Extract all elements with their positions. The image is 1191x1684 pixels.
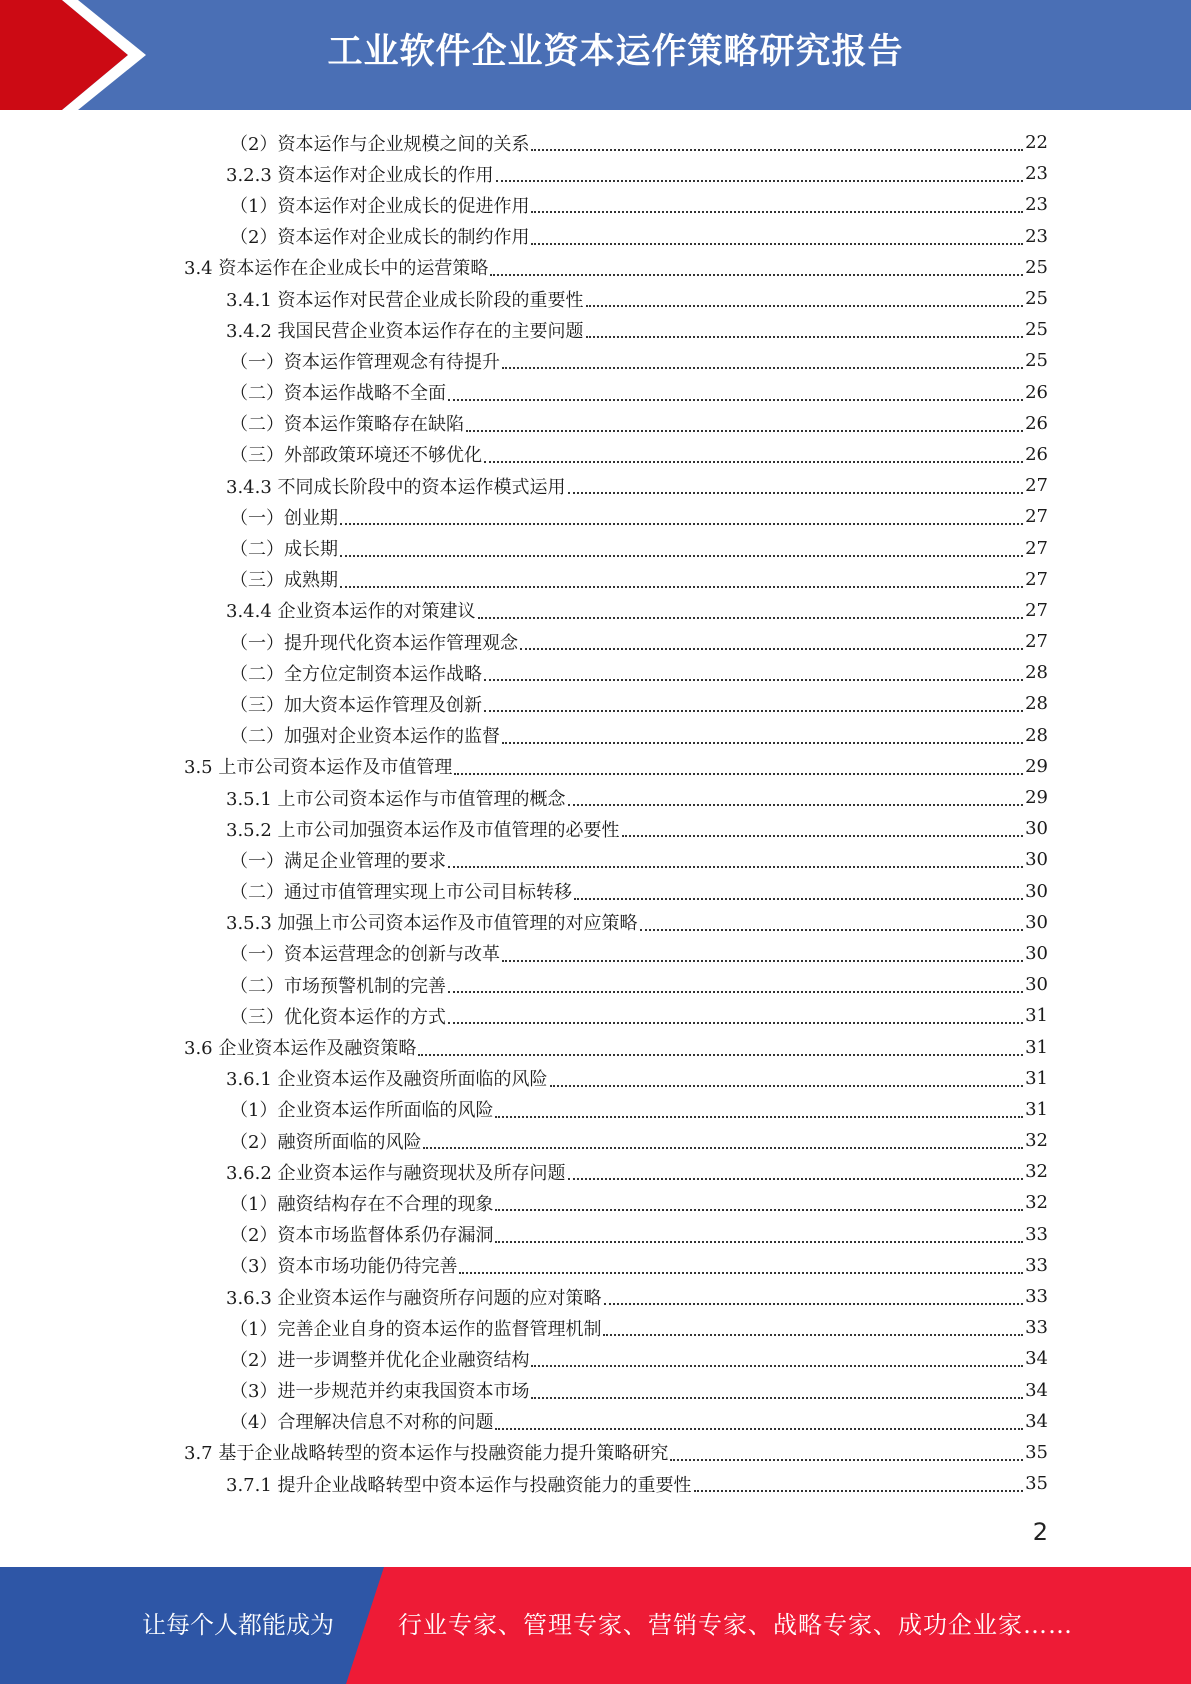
toc-entry-page: 33 — [1025, 1254, 1048, 1276]
toc-entry-page: 27 — [1025, 506, 1048, 528]
toc-dot-leader — [448, 1021, 1023, 1024]
toc-entry[interactable] — [184, 657, 1048, 688]
toc-entry[interactable] — [184, 470, 1048, 501]
toc-entry[interactable] — [184, 377, 1048, 408]
toc-entry-label: 3.7.1 提升企业战略转型中资本运作与投融资能力的重要性 — [226, 1474, 692, 1496]
toc-dot-leader — [454, 772, 1023, 775]
toc-entry[interactable] — [184, 720, 1048, 751]
toc-entry[interactable] — [184, 1031, 1048, 1062]
toc-entry-page: 22 — [1025, 132, 1048, 154]
toc-entry[interactable] — [184, 969, 1048, 1000]
toc-entry[interactable] — [184, 1219, 1048, 1250]
toc-entry-page: 27 — [1025, 599, 1048, 621]
toc-entry-label: （1）融资结构存在不合理的现象 — [230, 1193, 494, 1215]
toc-entry[interactable] — [184, 127, 1048, 158]
toc-entry[interactable] — [184, 1156, 1048, 1187]
toc-entry-label: 3.6.2 企业资本运作与融资现状及所存问题 — [226, 1162, 566, 1184]
toc-dot-leader — [490, 273, 1023, 276]
toc-entry-page: 30 — [1025, 849, 1048, 871]
toc-dot-leader — [495, 1208, 1023, 1211]
toc-dot-leader — [495, 1427, 1023, 1430]
toc-entry-page: 27 — [1025, 568, 1048, 590]
toc-entry-label: （一）满足企业管理的要求 — [230, 850, 446, 872]
toc-entry[interactable] — [184, 221, 1048, 252]
toc-entry-page: 31 — [1025, 1098, 1048, 1120]
toc-entry-label: （二）资本运作战略不全面 — [230, 383, 446, 405]
toc-entry[interactable] — [184, 1000, 1048, 1031]
toc-entry-label: （二）市场预警机制的完善 — [230, 975, 446, 997]
toc-dot-leader — [574, 897, 1023, 900]
toc-entry-page: 23 — [1025, 194, 1048, 216]
toc-dot-leader — [478, 616, 1024, 619]
toc-dot-leader — [340, 522, 1023, 525]
toc-entry-label: （二）成长期 — [230, 539, 338, 561]
toc-dot-leader — [466, 429, 1023, 432]
toc-entry[interactable] — [184, 408, 1048, 439]
report-title: 工业软件企业资本运作策略研究报告 — [327, 32, 904, 72]
toc-entry-page: 30 — [1025, 974, 1048, 996]
toc-entry-label: （3）资本市场功能仍待完善 — [230, 1256, 458, 1278]
toc-entry-label: 3.4.4 企业资本运作的对策建议 — [226, 601, 476, 623]
toc-entry[interactable] — [184, 564, 1048, 595]
toc-entry-label: （2）融资所面临的风险 — [230, 1131, 422, 1153]
toc-entry[interactable] — [184, 189, 1048, 220]
toc-entry-page: 26 — [1025, 381, 1048, 403]
toc-entry-page: 29 — [1025, 755, 1048, 777]
toc-entry-label: （三）外部政策环境还不够优化 — [230, 445, 482, 467]
toc-entry-page: 33 — [1025, 1286, 1048, 1308]
toc-entry-page: 34 — [1025, 1348, 1048, 1370]
toc-entry-label: 3.5.3 加强上市公司资本运作及市值管理的对应策略 — [226, 913, 638, 935]
toc-entry-label: （3）进一步规范并约束我国资本市场 — [230, 1381, 530, 1403]
toc-entry-page: 27 — [1025, 475, 1048, 497]
toc-entry-label: （二）全方位定制资本运作战略 — [230, 663, 482, 685]
toc-entry-label: （2）资本市场监督体系仍存漏洞 — [230, 1225, 494, 1247]
toc-dot-leader — [568, 1177, 1024, 1180]
toc-entry-label: 3.4.3 不同成长阶段中的资本运作模式运用 — [226, 476, 566, 498]
toc-entry-label: 3.5 上市公司资本运作及市值管理 — [184, 757, 453, 779]
toc-dot-leader — [531, 1396, 1023, 1399]
toc-entry-label: 3.6 企业资本运作及融资策略 — [184, 1038, 417, 1060]
toc-entry-page: 23 — [1025, 225, 1048, 247]
toc-entry[interactable] — [184, 938, 1048, 969]
toc-entry-label: （4）合理解决信息不对称的问题 — [230, 1412, 494, 1434]
toc-dot-leader — [448, 398, 1023, 401]
toc-entry-page: 30 — [1025, 818, 1048, 840]
toc-dot-leader — [448, 990, 1023, 993]
table-of-contents — [184, 127, 1048, 1499]
toc-entry[interactable] — [184, 439, 1048, 470]
toc-dot-leader — [484, 678, 1023, 681]
footer-slogan-right: 行业专家、管理专家、营销专家、战略专家、成功企业家…… — [398, 1611, 1073, 1639]
toc-entry[interactable] — [184, 314, 1048, 345]
page-footer — [0, 1567, 1191, 1684]
toc-dot-leader — [568, 491, 1024, 494]
toc-entry[interactable] — [184, 782, 1048, 813]
toc-entry-page: 30 — [1025, 942, 1048, 964]
toc-entry[interactable] — [184, 1343, 1048, 1374]
toc-entry-label: （1）企业资本运作所面临的风险 — [230, 1100, 494, 1122]
toc-entry-page: 25 — [1025, 288, 1048, 310]
toc-dot-leader — [502, 366, 1023, 369]
toc-entry-page: 33 — [1025, 1223, 1048, 1245]
toc-entry[interactable] — [184, 345, 1048, 376]
toc-entry-label: （三）优化资本运作的方式 — [230, 1006, 446, 1028]
page-number: 2 — [1032, 1518, 1048, 1546]
toc-entry-page: 35 — [1025, 1441, 1048, 1463]
toc-entry[interactable] — [184, 252, 1048, 283]
toc-dot-leader — [484, 709, 1023, 712]
toc-dot-leader — [586, 304, 1024, 307]
toc-dot-leader — [531, 210, 1023, 213]
toc-entry[interactable] — [184, 813, 1048, 844]
toc-dot-leader — [531, 242, 1023, 245]
toc-dot-leader — [694, 1489, 1024, 1492]
toc-entry-label: 3.4.2 我国民营企业资本运作存在的主要问题 — [226, 320, 584, 342]
toc-entry-label: （1）资本运作对企业成长的促进作用 — [230, 195, 530, 217]
toc-entry-label: （2）资本运作与企业规模之间的关系 — [230, 133, 530, 155]
toc-entry-page: 29 — [1025, 787, 1048, 809]
toc-entry[interactable] — [184, 501, 1048, 532]
toc-entry-label: （一）创业期 — [230, 507, 338, 529]
toc-entry-page: 34 — [1025, 1379, 1048, 1401]
toc-entry[interactable] — [184, 1187, 1048, 1218]
toc-entry-label: 3.6.1 企业资本运作及融资所面临的风险 — [226, 1069, 548, 1091]
toc-dot-leader — [495, 1240, 1023, 1243]
page-header — [0, 0, 1191, 110]
toc-dot-leader — [340, 585, 1023, 588]
toc-entry[interactable] — [184, 1281, 1048, 1312]
toc-entry[interactable] — [184, 1375, 1048, 1406]
toc-entry-page: 34 — [1025, 1410, 1048, 1432]
toc-dot-leader — [340, 554, 1023, 557]
toc-entry-label: 3.7 基于企业战略转型的资本运作与投融资能力提升策略研究 — [184, 1443, 669, 1465]
toc-entry-page: 32 — [1025, 1130, 1048, 1152]
toc-entry[interactable] — [184, 1406, 1048, 1437]
toc-entry-label: （一）提升现代化资本运作管理观念 — [230, 632, 518, 654]
toc-dot-leader — [550, 1084, 1024, 1087]
toc-entry[interactable] — [184, 876, 1048, 907]
toc-entry-label: 3.6.3 企业资本运作与融资所存问题的应对策略 — [226, 1287, 602, 1309]
footer-slogan-left: 让每个人都能成为 — [142, 1611, 334, 1639]
toc-entry[interactable] — [184, 532, 1048, 563]
toc-entry-page: 25 — [1025, 350, 1048, 372]
toc-entry-page: 30 — [1025, 911, 1048, 933]
toc-entry-label: （二）加强对企业资本运作的监督 — [230, 726, 500, 748]
toc-entry-label: （2）资本运作对企业成长的制约作用 — [230, 227, 530, 249]
toc-dot-leader — [459, 1271, 1023, 1274]
toc-dot-leader — [586, 335, 1024, 338]
toc-dot-leader — [423, 1146, 1023, 1149]
toc-entry-label: （三）加大资本运作管理及创新 — [230, 694, 482, 716]
toc-entry-page: 31 — [1025, 1036, 1048, 1058]
toc-entry[interactable] — [184, 844, 1048, 875]
toc-dot-leader — [448, 865, 1023, 868]
toc-entry-page: 25 — [1025, 256, 1048, 278]
toc-dot-leader — [531, 148, 1023, 151]
toc-dot-leader — [496, 179, 1024, 182]
toc-entry-label: （三）成熟期 — [230, 570, 338, 592]
toc-entry-label: （2）进一步调整并优化企业融资结构 — [230, 1349, 530, 1371]
toc-entry-page: 32 — [1025, 1192, 1048, 1214]
toc-entry-label: （二）资本运作策略存在缺陷 — [230, 414, 464, 436]
toc-dot-leader — [531, 1364, 1023, 1367]
toc-entry[interactable] — [184, 595, 1048, 626]
toc-entry[interactable] — [184, 158, 1048, 189]
toc-dot-leader — [418, 1053, 1023, 1056]
toc-dot-leader — [568, 803, 1024, 806]
toc-entry[interactable] — [184, 1437, 1048, 1468]
toc-entry-page: 27 — [1025, 537, 1048, 559]
toc-entry[interactable] — [184, 1125, 1048, 1156]
toc-entry-label: 3.5.1 上市公司资本运作与市值管理的概念 — [226, 788, 566, 810]
toc-entry-page: 33 — [1025, 1317, 1048, 1339]
toc-entry-label: 3.5.2 上市公司加强资本运作及市值管理的必要性 — [226, 819, 620, 841]
toc-entry-page: 31 — [1025, 1067, 1048, 1089]
toc-entry[interactable] — [184, 688, 1048, 719]
toc-entry-page: 28 — [1025, 693, 1048, 715]
toc-dot-leader — [603, 1333, 1023, 1336]
toc-dot-leader — [604, 1302, 1024, 1305]
toc-entry[interactable] — [184, 907, 1048, 938]
toc-entry-label: （一）资本运作管理观念有待提升 — [230, 351, 500, 373]
toc-entry-label: 3.4 资本运作在企业成长中的运营策略 — [184, 258, 489, 280]
toc-entry-page: 27 — [1025, 631, 1048, 653]
toc-dot-leader — [495, 1115, 1023, 1118]
toc-entry-page: 31 — [1025, 1005, 1048, 1027]
toc-dot-leader — [502, 959, 1023, 962]
toc-entry[interactable] — [184, 1094, 1048, 1125]
toc-entry-label: 3.2.3 资本运作对企业成长的作用 — [226, 164, 494, 186]
toc-entry[interactable] — [184, 626, 1048, 657]
toc-entry-label: （一）资本运营理念的创新与改革 — [230, 944, 500, 966]
toc-dot-leader — [622, 834, 1024, 837]
toc-entry-page: 28 — [1025, 662, 1048, 684]
toc-entry-label: （二）通过市值管理实现上市公司目标转移 — [230, 882, 572, 904]
toc-entry-page: 26 — [1025, 443, 1048, 465]
toc-entry-page: 32 — [1025, 1161, 1048, 1183]
toc-entry-label: 3.4.1 资本运作对民营企业成长阶段的重要性 — [226, 289, 584, 311]
toc-entry[interactable] — [184, 1468, 1048, 1499]
toc-entry-page: 23 — [1025, 163, 1048, 185]
toc-entry[interactable] — [184, 283, 1048, 314]
toc-entry[interactable] — [184, 1250, 1048, 1281]
toc-entry[interactable] — [184, 1312, 1048, 1343]
toc-entry-page: 30 — [1025, 880, 1048, 902]
toc-entry-page: 35 — [1025, 1473, 1048, 1495]
toc-entry-page: 26 — [1025, 412, 1048, 434]
toc-dot-leader — [502, 741, 1023, 744]
toc-entry[interactable] — [184, 751, 1048, 782]
toc-dot-leader — [670, 1458, 1023, 1461]
toc-dot-leader — [484, 460, 1023, 463]
toc-dot-leader — [640, 928, 1024, 931]
toc-entry-page: 25 — [1025, 319, 1048, 341]
toc-entry[interactable] — [184, 1063, 1048, 1094]
toc-entry-label: （1）完善企业自身的资本运作的监督管理机制 — [230, 1318, 602, 1340]
toc-dot-leader — [520, 647, 1023, 650]
toc-entry-page: 28 — [1025, 724, 1048, 746]
